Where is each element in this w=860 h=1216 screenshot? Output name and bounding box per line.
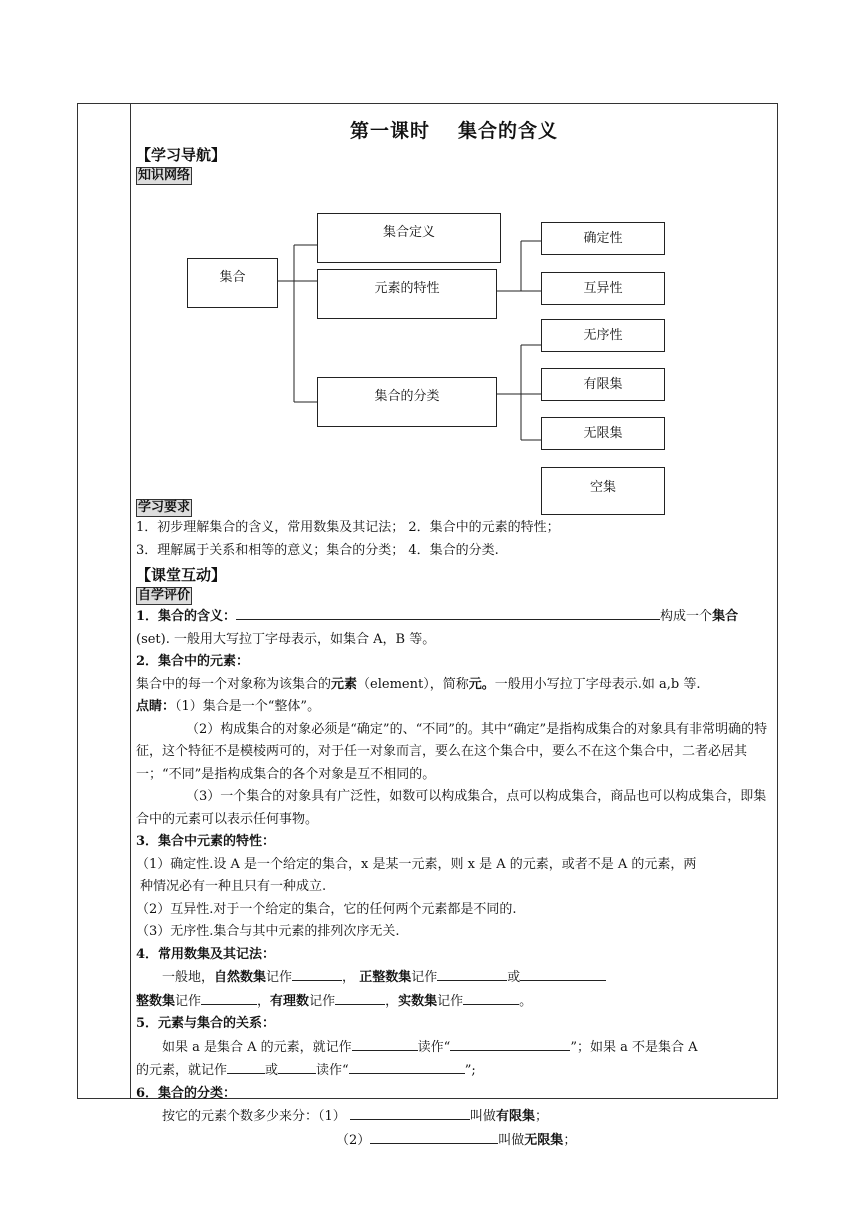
box-determinacy: 确定性 xyxy=(541,222,665,255)
blank-infinite[interactable] xyxy=(370,1129,498,1144)
s4-line-1: 一般地，自然数集记作 ， 正整数集记作 或 xyxy=(136,966,772,990)
blank-finite[interactable] xyxy=(350,1105,470,1120)
dj-2: （2）构成集合的对象必须是“确定”的、“不同”的。其中“确定”是指构成集合的对象具有非常明确的特征，这个特征不是模棱两可的，对于任一对象而言，要么在这个集合中，要么不在这个集合中，二者必居其一；“不同”是指构成集合的各个对象是互不相同的。 xyxy=(136,721,768,782)
blank-integer[interactable] xyxy=(201,990,257,1005)
dj-3: （3）一个集合的对象具有广泛性，如数可以构成集合，点可以构成集合，商品也可以构成集合，即集合中的元素可以表示任何事物。 xyxy=(136,789,767,827)
box-definition: 集合定义 xyxy=(317,213,501,263)
box-finite-set: 有限集 xyxy=(541,368,665,401)
box-unordered: 无序性 xyxy=(541,319,665,352)
s2-heading: 2．集合中的元素： xyxy=(136,654,250,669)
s3-2: （2）互异性.对于一个给定的集合，它的任何两个元素都是不同的. xyxy=(136,901,517,917)
s5-line-2: 的元素，就记作 或 读作“ ”; xyxy=(136,1059,772,1083)
blank-set-meaning[interactable] xyxy=(236,605,660,620)
blank-belongs[interactable] xyxy=(352,1036,418,1051)
box-classification: 集合的分类 xyxy=(317,377,497,427)
blank-rational[interactable] xyxy=(335,990,385,1005)
blank-real[interactable] xyxy=(463,990,519,1005)
tag-network: 知识网络 xyxy=(138,168,191,183)
s5-line-1: 如果 a 是集合 A 的元素，就记作 读作“ ”；如果 a 不是集合 A xyxy=(136,1036,772,1060)
s4-heading: 4．常用数集及其记法： xyxy=(136,946,276,962)
blank-positive-int-2[interactable] xyxy=(520,966,606,981)
section-nav-heading: 【学习导航】 xyxy=(136,146,227,164)
blank-not-belongs-read[interactable] xyxy=(349,1059,465,1074)
blank-natural[interactable] xyxy=(292,966,342,981)
tag-self-eval: 自学评价 xyxy=(138,588,191,603)
blank-belongs-read[interactable] xyxy=(450,1036,570,1051)
blank-not-belongs-2[interactable] xyxy=(278,1059,316,1074)
s6-line-1: 按它的元素个数多少来分：（1） 叫做有限集； xyxy=(136,1105,772,1129)
blank-not-belongs-1[interactable] xyxy=(227,1059,265,1074)
page-title: 第一课时 集合的含义 xyxy=(349,120,559,142)
s3-heading: 3．集合中元素的特性： xyxy=(136,834,276,849)
box-infinite-set: 无限集 xyxy=(541,417,665,450)
dj-1: 点睛：（1）集合是一个“整体”。 xyxy=(136,699,321,714)
s6-line-2: （2） 叫做无限集； xyxy=(136,1129,772,1153)
section-class-heading: 【课堂互动】 xyxy=(136,566,227,584)
s1-line-2: (set). 一般用大写拉丁字母表示，如集合 A，B 等。 xyxy=(136,631,436,647)
tag-requirements: 学习要求 xyxy=(138,500,191,515)
s4-line-2: 整数集记作 ，有理数记作 ，实数集记作 。 xyxy=(136,990,772,1014)
margin-line xyxy=(130,104,131,1098)
s6-heading: 6．集合的分类： xyxy=(136,1085,237,1101)
s3-1a: （1）确定性.设 A 是一个给定的集合，x 是某一元素，则 x 是 A 的元素，或者不是 A 的元素，两 xyxy=(136,856,697,872)
s3-3: （3）无序性.集合与其中元素的排列次序无关. xyxy=(136,924,400,939)
s1-line: 1．集合的含义： 构成一个集合 xyxy=(136,605,772,629)
box-distinctness: 互异性 xyxy=(541,272,665,305)
blank-positive-int-1[interactable] xyxy=(437,966,507,981)
s2-text: 集合中的每一个对象称为该集合的元素（element），简称元。一般用小写拉丁字母表示.如 a,b 等. xyxy=(136,676,701,692)
s3-1b: 种情况必有一种且只有一种成立. xyxy=(140,879,327,894)
req-line-2: 3．理解属于关系和相等的意义；集合的分类； 4．集合的分类. xyxy=(136,542,499,558)
box-empty-set: 空集 xyxy=(541,467,665,515)
box-root: 集合 xyxy=(187,258,278,308)
req-line-1: 1．初步理解集合的含义，常用数集及其记法； 2．集合中的元素的特性； xyxy=(136,520,560,535)
knowledge-diagram xyxy=(136,185,772,495)
content xyxy=(136,110,772,1152)
s5-heading: 5．元素与集合的关系： xyxy=(136,1016,276,1031)
box-element-traits: 元素的特性 xyxy=(317,269,497,319)
